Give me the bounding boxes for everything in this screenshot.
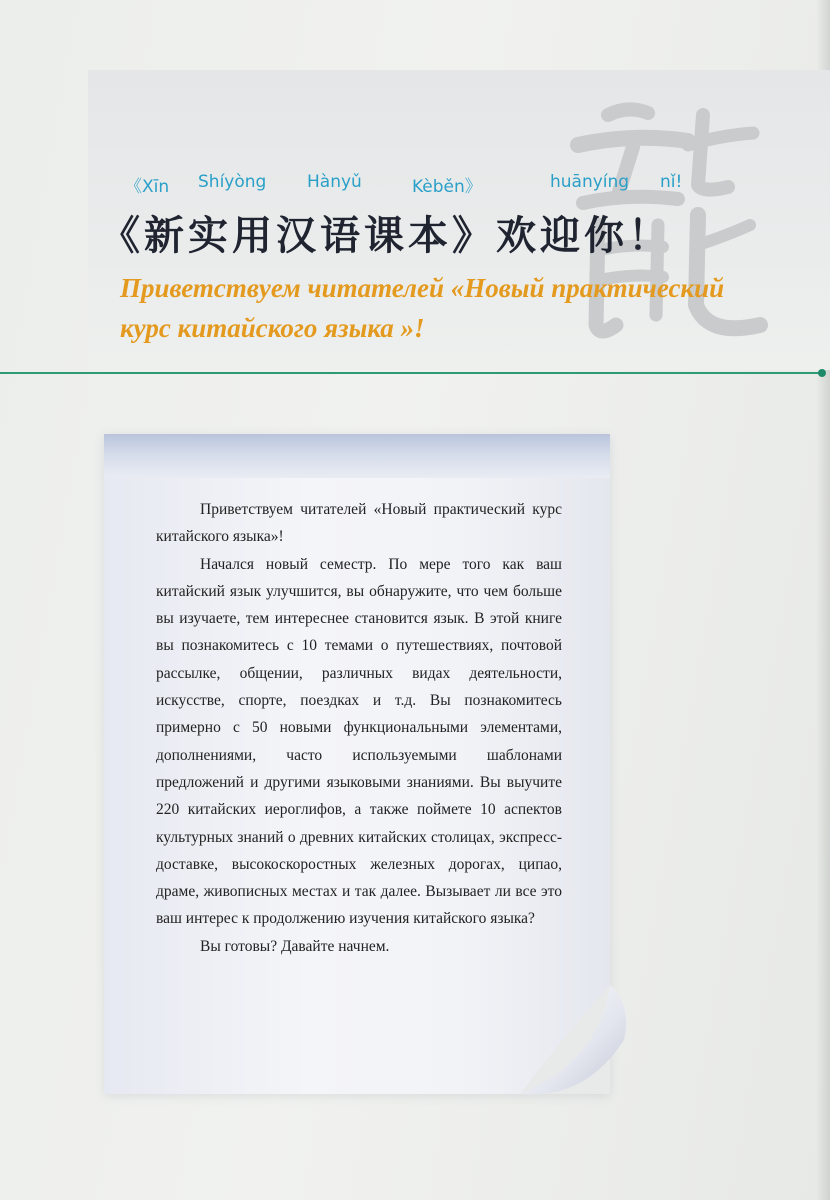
divider-dot [818,369,826,377]
page-title-russian [120,268,810,358]
letter-paragraph: Приветствуем читателей «Новый практический курс китайского языка»! [156,501,562,546]
letter-paragraph: Начался новый семестр. По мере того как ваш китайский язык улучшится, вы обнаружите, что чем больше вы изучаете, тем интереснее становится язык. В этой книге вы познакомитесь с 10 темами о путешествиях, почтовой рассылке, общении, различных видах деятельности, искусстве, спорте, поездках и т.д. Вы познакомитесь примерно с 50 новыми функциональными элементами, дополнениями, часто используемыми шаблонами предложений и другими языковыми знаниями. Вы выучите 220 китайских иероглифов, а также поймете 10 аспектов культурных знаний о древних китайских столицах, экспресс-доставке, высокоскоростных железных дорогах, ципао, драме, живописных местах и так далее. Вызывает ли все это ваш интерес к продолжению изучения китайского языка? [156,555,562,928]
pinyin-word: 《Xīn [125,177,170,197]
title-line: Приветствуем читателей «Новый практический [120,273,725,303]
pinyin-word: Kèběn》 [412,177,482,197]
title-line: курс китайского языка »! [120,313,425,343]
pinyin-word: nǐ! [660,172,683,192]
letter-paragraph: Вы готовы? Давайте начнем. [200,937,390,955]
pinyin-word: huānyíng [550,172,630,192]
pinyin-word: Shíyòng [198,172,267,192]
welcome-letter [156,496,562,960]
pinyin-word: Hànyǔ [307,172,362,192]
header-divider [0,372,822,374]
pinyin-line [125,172,685,196]
scroll-roll [104,434,610,478]
page-title-chinese: 《新实用汉语课本》欢迎你！ [100,213,672,258]
